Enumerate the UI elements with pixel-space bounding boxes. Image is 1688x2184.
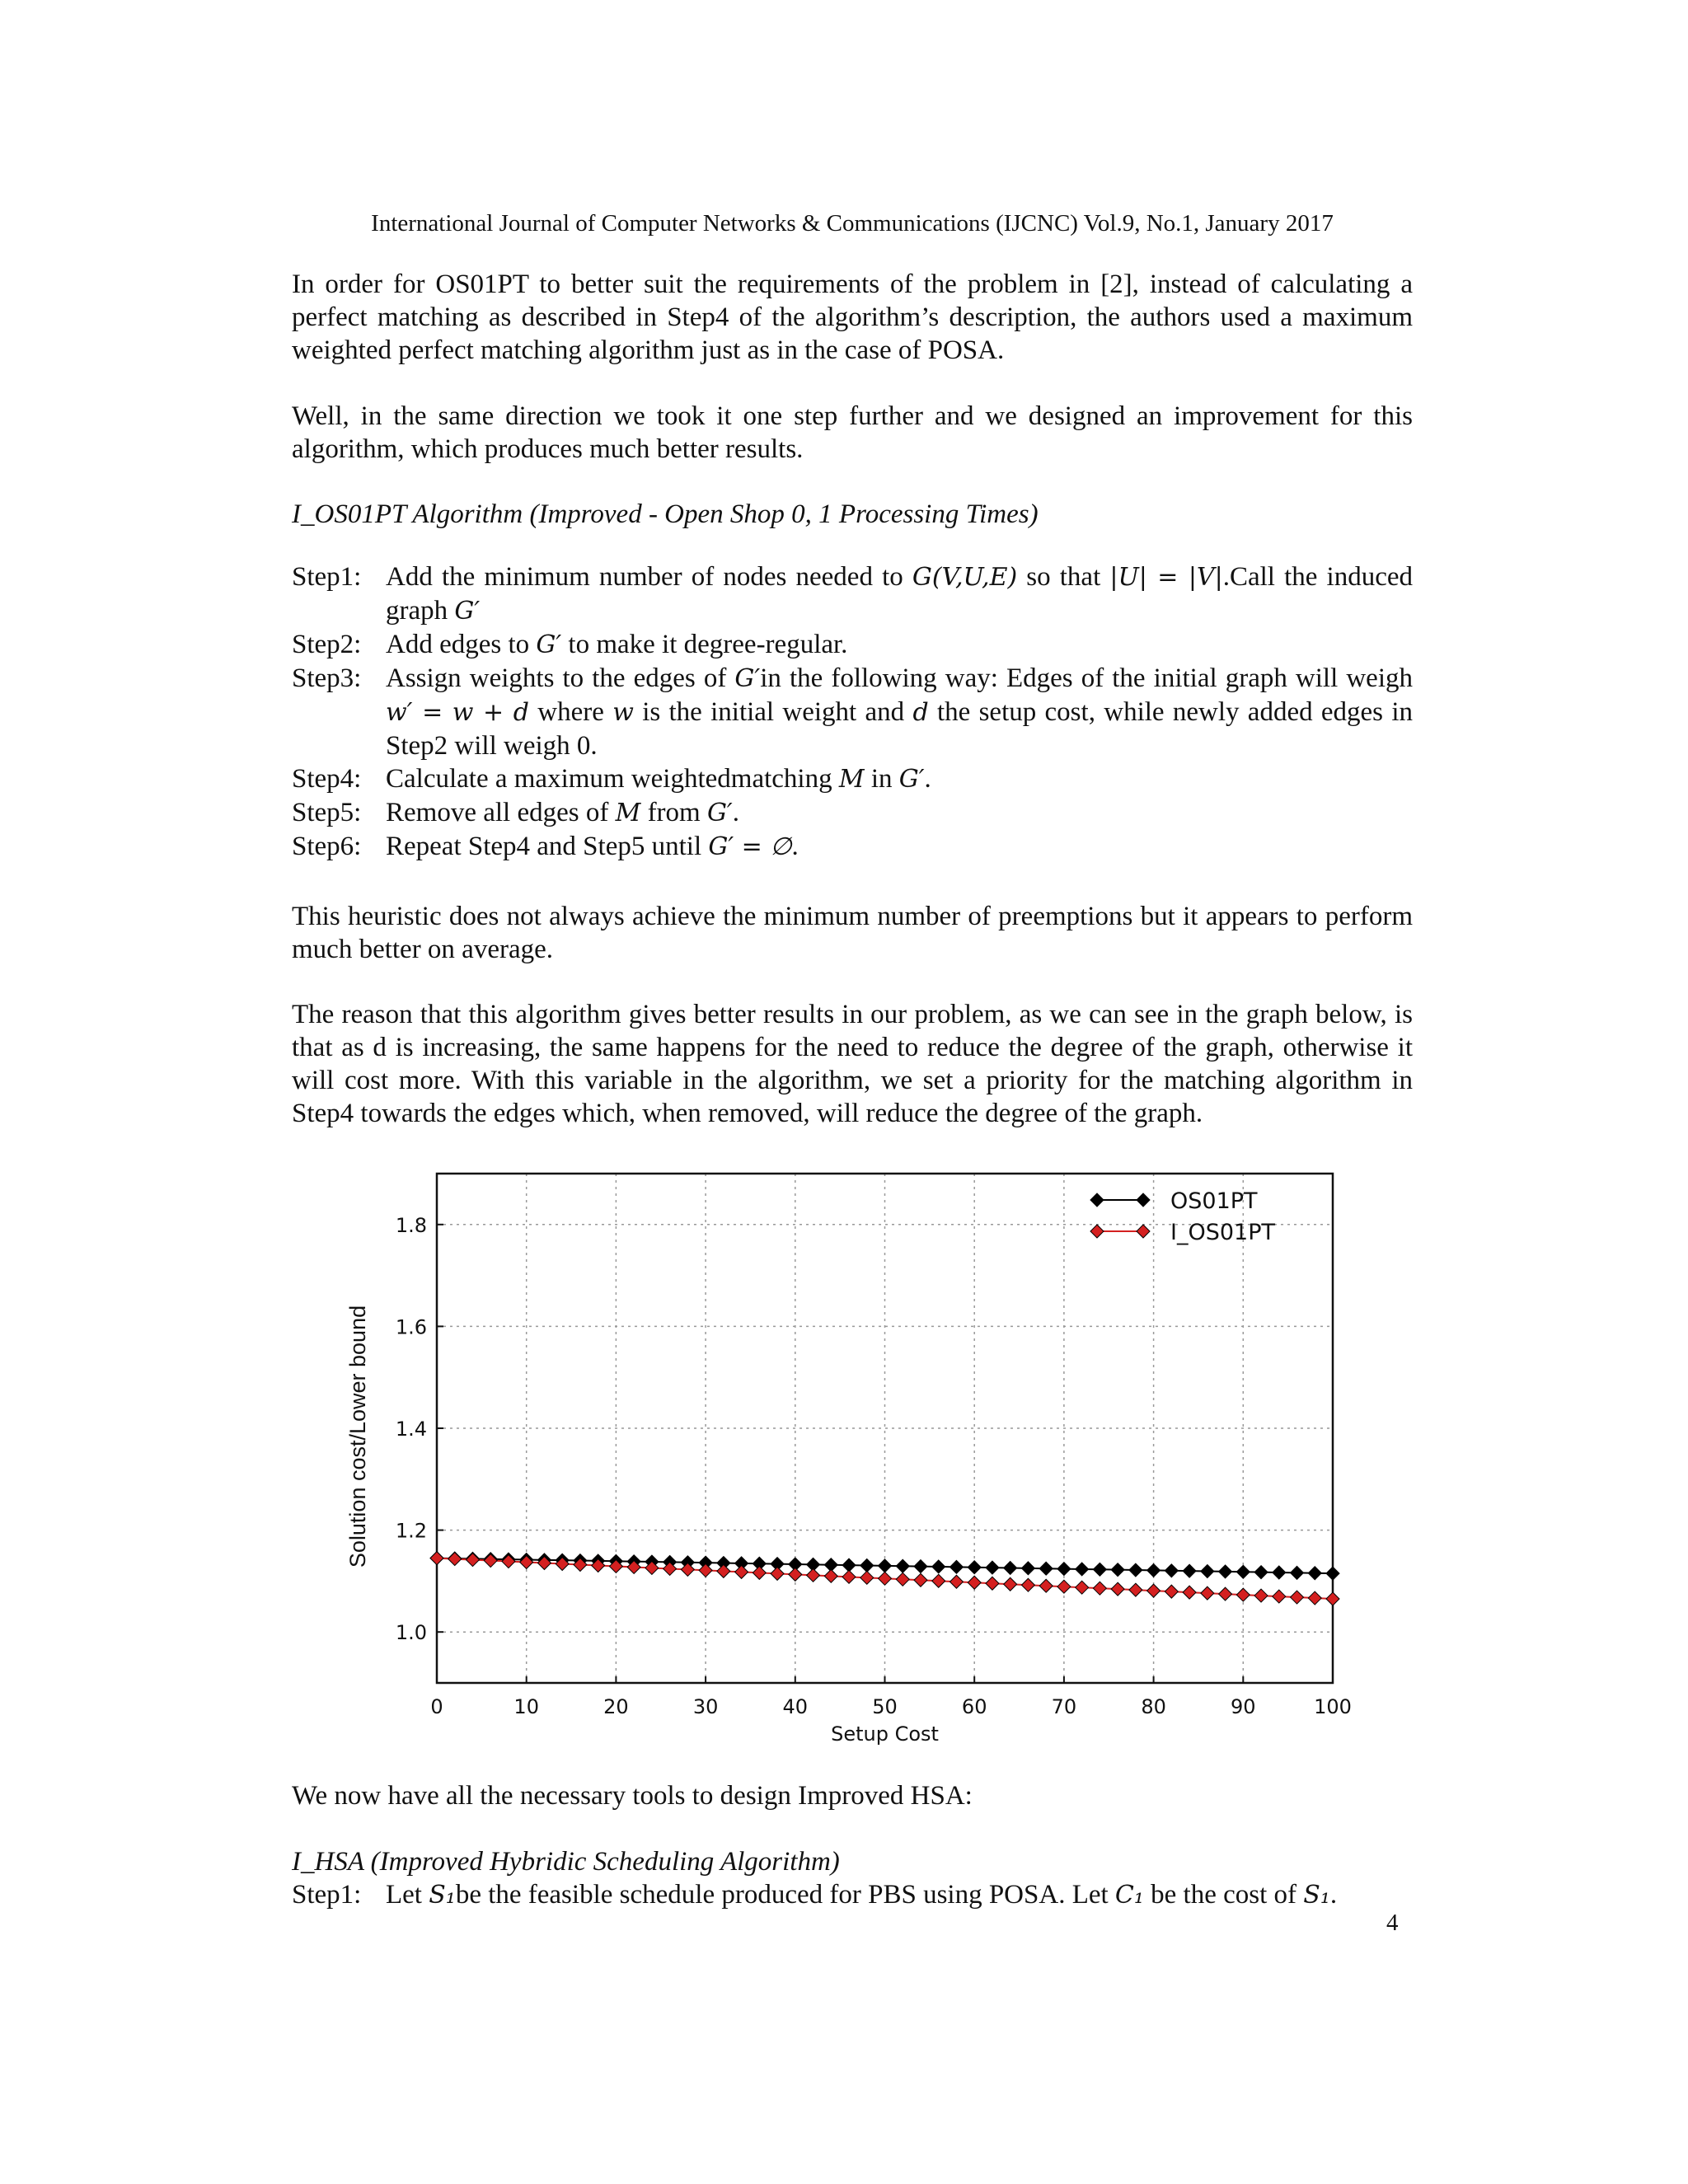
data-point bbox=[986, 1577, 999, 1590]
x-tick-label: 50 bbox=[872, 1695, 898, 1718]
data-point bbox=[1219, 1587, 1232, 1601]
math: G′ bbox=[734, 664, 761, 693]
data-point bbox=[914, 1573, 927, 1586]
data-point bbox=[986, 1561, 999, 1574]
data-point bbox=[950, 1575, 963, 1588]
data-point bbox=[1326, 1592, 1339, 1605]
data-point bbox=[1291, 1566, 1304, 1579]
step-label: Step1: bbox=[292, 562, 362, 592]
data-point bbox=[1326, 1567, 1339, 1580]
step-text: Add the minimum number of nodes needed to bbox=[386, 562, 912, 592]
data-point bbox=[1039, 1562, 1053, 1575]
data-point bbox=[932, 1574, 945, 1587]
legend-label: I_OS01PT bbox=[1170, 1220, 1275, 1245]
y-tick-label: 1.0 bbox=[395, 1621, 427, 1645]
math: G′ bbox=[536, 630, 562, 659]
data-point bbox=[1236, 1588, 1250, 1601]
data-point bbox=[1129, 1583, 1142, 1596]
step-text: is the initial weight and bbox=[633, 697, 913, 727]
math: S₁ bbox=[1303, 1881, 1330, 1910]
x-tick-label: 60 bbox=[961, 1695, 987, 1718]
data-point bbox=[968, 1561, 981, 1574]
step-text: from bbox=[640, 798, 707, 827]
hsa-step-1 bbox=[292, 1878, 1413, 1912]
data-point bbox=[896, 1559, 909, 1572]
data-point bbox=[824, 1569, 837, 1582]
step-label: Step4: bbox=[292, 764, 362, 794]
step-label: Step2: bbox=[292, 630, 362, 659]
data-point bbox=[466, 1554, 479, 1567]
step-text: . bbox=[924, 764, 931, 794]
step-text: so that bbox=[1017, 562, 1110, 592]
data-point bbox=[1201, 1565, 1214, 1578]
data-point bbox=[896, 1572, 909, 1586]
data-point bbox=[1147, 1584, 1160, 1597]
y-axis-label: Solution cost/Lower bound bbox=[345, 1305, 370, 1568]
data-point bbox=[842, 1570, 856, 1583]
data-point bbox=[860, 1571, 874, 1584]
data-point bbox=[879, 1559, 892, 1572]
x-tick-label: 90 bbox=[1231, 1695, 1256, 1718]
data-point bbox=[502, 1555, 515, 1568]
plot-frame bbox=[437, 1174, 1333, 1683]
data-point bbox=[1183, 1586, 1196, 1599]
step-text: Remove all edges of bbox=[386, 798, 616, 827]
step-text: . bbox=[732, 798, 739, 827]
x-tick-label: 10 bbox=[513, 1695, 539, 1718]
data-point bbox=[1273, 1590, 1286, 1603]
data-point bbox=[860, 1558, 874, 1572]
data-point bbox=[430, 1552, 443, 1565]
legend-label: OS01PT bbox=[1170, 1188, 1258, 1214]
data-point bbox=[1254, 1589, 1268, 1602]
data-point bbox=[1308, 1567, 1321, 1580]
paragraph-4: The reason that this algorithm gives better results in our problem, as we can see in the graph below, is that as d is increasing, the same happens for the need to reduce the degree of the graph, otherwise it will cost more. With this variable in the algorithm, we set a priority for the matching algorithm in Step4 towards the edges which, when removed, will reduce the degree of the graph. bbox=[292, 1000, 1413, 1128]
legend-marker bbox=[1090, 1225, 1104, 1238]
x-tick-label: 20 bbox=[603, 1695, 629, 1718]
legend-marker bbox=[1090, 1193, 1104, 1207]
data-point bbox=[914, 1560, 927, 1573]
data-point bbox=[950, 1560, 963, 1573]
x-tick-label: 30 bbox=[692, 1695, 719, 1718]
data-point bbox=[1021, 1578, 1034, 1591]
math: M bbox=[615, 799, 641, 827]
math: d bbox=[912, 698, 929, 727]
data-point bbox=[1147, 1563, 1160, 1577]
math: C₁ bbox=[1114, 1881, 1144, 1910]
legend-marker bbox=[1137, 1225, 1150, 1238]
step-text: .Call the induced graph bbox=[386, 562, 1413, 626]
step-text: in bbox=[864, 764, 899, 794]
step-text: the setup cost, while newly added edges in Step2 will weigh 0. bbox=[386, 697, 1413, 761]
data-point bbox=[968, 1576, 981, 1589]
data-point bbox=[1093, 1563, 1106, 1576]
data-point bbox=[699, 1563, 712, 1577]
step-label: Step1: bbox=[292, 1880, 362, 1910]
data-point bbox=[807, 1568, 820, 1582]
step-text: Calculate a maximum weightedmatching bbox=[386, 764, 839, 794]
step-text: Assign weights to the edges of bbox=[386, 663, 735, 693]
data-point bbox=[1291, 1591, 1304, 1604]
math: M bbox=[838, 765, 865, 794]
data-point bbox=[1076, 1563, 1089, 1576]
step-text: Add edges to bbox=[386, 630, 537, 659]
chart-legend bbox=[1090, 1188, 1275, 1245]
data-point bbox=[448, 1553, 462, 1566]
algorithm-title: I_OS01PT Algorithm (Improved - Open Shop 0, 1 Processing Times) bbox=[292, 499, 1039, 529]
step-text: where bbox=[528, 697, 613, 727]
step-text: be the feasible schedule produced for PBS using POSA. Let bbox=[455, 1880, 1115, 1910]
journal-header: International Journal of Computer Networks & Communications (IJCNC) Vol.9, No.1, January 2017 bbox=[371, 210, 1334, 237]
data-point bbox=[1129, 1563, 1142, 1577]
step-text: be the cost of bbox=[1143, 1880, 1304, 1910]
math: G′ bbox=[706, 799, 733, 827]
math: G(V,U,E) bbox=[912, 563, 1018, 592]
step-label: Step5: bbox=[292, 798, 362, 827]
x-tick-label: 70 bbox=[1051, 1695, 1077, 1718]
y-tick-label: 1.8 bbox=[395, 1213, 427, 1237]
chart-grid bbox=[437, 1174, 1333, 1683]
math: G′ bbox=[454, 597, 481, 626]
data-point bbox=[771, 1567, 784, 1580]
paragraph-2: Well, in the same direction we took it one step further and we designed an improvement for this algorithm, which produces much better results. bbox=[292, 401, 1413, 464]
axis-ticks bbox=[396, 1214, 1352, 1718]
hsa-steps bbox=[292, 1878, 1413, 1912]
data-point bbox=[1254, 1566, 1268, 1579]
data-point bbox=[1183, 1564, 1196, 1577]
data-point bbox=[1004, 1577, 1017, 1591]
paragraph-1: In order for OS01PT to better suit the requirements of the problem in [2], instead of calculating a perfect matching as described in Step4 of the algorithm’s description, the authors used a maximum weighted perfect matching algorithm just as in the case of POSA. bbox=[292, 269, 1413, 365]
data-point bbox=[1093, 1582, 1106, 1595]
data-point bbox=[717, 1564, 730, 1577]
math: w bbox=[612, 698, 634, 727]
data-point bbox=[1039, 1579, 1053, 1592]
data-point bbox=[484, 1554, 497, 1568]
data-point bbox=[1273, 1566, 1286, 1579]
data-point bbox=[1165, 1564, 1178, 1577]
y-tick-label: 1.2 bbox=[395, 1519, 427, 1543]
data-point bbox=[1201, 1586, 1214, 1600]
data-point bbox=[735, 1565, 748, 1578]
hsa-title: I_HSA (Improved Hybridic Scheduling Algorithm) bbox=[292, 1847, 840, 1877]
data-point bbox=[879, 1572, 892, 1585]
y-tick-label: 1.4 bbox=[395, 1418, 427, 1441]
page-number: 4 bbox=[1386, 1910, 1399, 1936]
data-point bbox=[1236, 1565, 1250, 1578]
step-label: Step6: bbox=[292, 832, 362, 861]
step-text: to make it degree-regular. bbox=[561, 630, 848, 659]
step-text: Repeat Step4 and Step5 until bbox=[386, 832, 709, 861]
math: G′ bbox=[898, 765, 925, 794]
data-point bbox=[1076, 1581, 1089, 1594]
data-point bbox=[753, 1566, 766, 1579]
x-tick-label: 80 bbox=[1141, 1695, 1166, 1718]
y-tick-label: 1.6 bbox=[395, 1315, 427, 1339]
step-text: . bbox=[791, 832, 799, 861]
data-point bbox=[932, 1560, 945, 1573]
x-tick-label: 100 bbox=[1314, 1695, 1352, 1718]
data-point bbox=[1057, 1563, 1071, 1576]
data-point bbox=[1308, 1591, 1321, 1605]
x-tick-label: 0 bbox=[430, 1695, 443, 1718]
step-text: in the following way: Edges of the initial graph will weigh bbox=[760, 663, 1413, 693]
data-point bbox=[1111, 1582, 1124, 1596]
step-text: Let bbox=[386, 1880, 429, 1910]
step-text: . bbox=[1329, 1880, 1338, 1910]
math: G′ = ∅ bbox=[708, 832, 792, 861]
data-point bbox=[1219, 1565, 1232, 1578]
data-point bbox=[1057, 1580, 1071, 1593]
data-point bbox=[789, 1568, 802, 1581]
math: |U| = |V| bbox=[1109, 563, 1223, 592]
math: w′ = w + d bbox=[386, 698, 529, 727]
x-tick-label: 40 bbox=[782, 1695, 809, 1718]
data-point bbox=[1021, 1562, 1034, 1575]
step-label: Step3: bbox=[292, 663, 362, 693]
data-point bbox=[1165, 1585, 1178, 1598]
legend-marker bbox=[1137, 1193, 1150, 1207]
math: S₁ bbox=[429, 1881, 456, 1910]
paragraph-5: We now have all the necessary tools to design Improved HSA: bbox=[292, 1781, 973, 1811]
paragraph-3: This heuristic does not always achieve the minimum number of preemptions but it appears to perform much better on average. bbox=[292, 902, 1413, 964]
data-point bbox=[1004, 1561, 1017, 1574]
x-axis-label: Setup Cost bbox=[831, 1722, 939, 1746]
data-point bbox=[1111, 1563, 1124, 1577]
